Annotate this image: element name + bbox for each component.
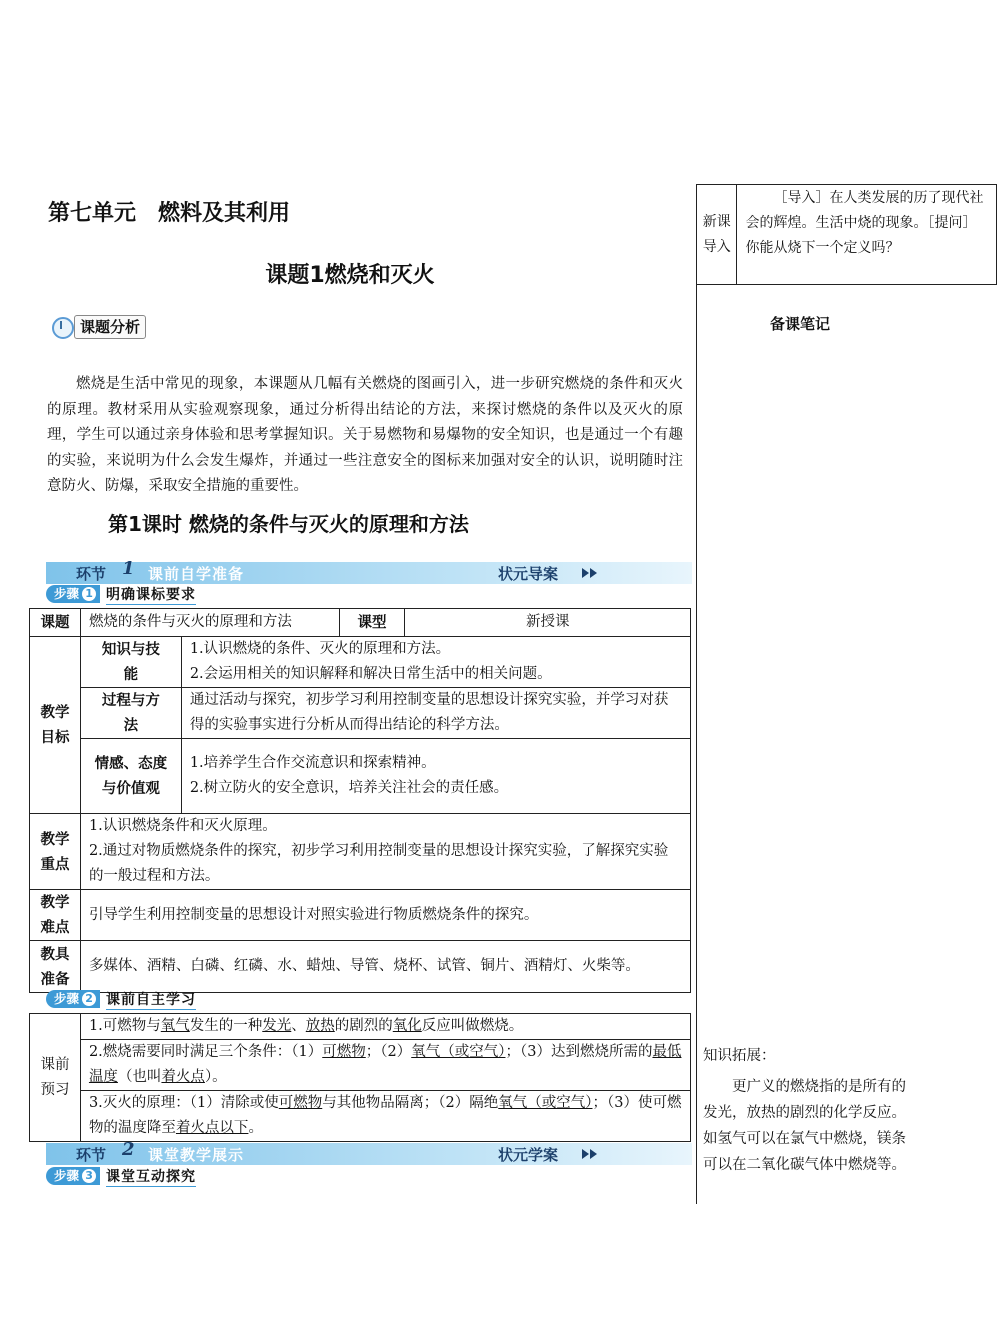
section-band-num: 2 [122,1139,135,1160]
section-band-jie: 环节 [76,1146,107,1164]
lesson-plan-table [29,608,691,993]
preview-row-3: 3.灭火的原理：（1）清除或使可燃物与其他物品隔离；（2）隔绝氧气（或空气）；（3）使可燃物的温度降至着火点以下。 [80,1091,690,1142]
goal-content: 1.培养学生合作交流意识和探索精神。 2.树立防火的安全意识，培养关注社会的责任感。 [181,739,690,814]
extension-body: 更广义的燃烧指的是所有的发光，放热的剧烈的化学反应。如氢气可以在氯气中燃烧，镁条可以在二氧化碳气体中燃烧等。 [703,1079,906,1173]
preview-label: 课前预习 [30,1014,81,1142]
period-title: 第1课时 燃烧的条件与灭火的原理和方法 [108,512,469,536]
step-number: 2 [82,992,96,1006]
goals-label: 教学目标 [30,637,81,814]
section-band-jie: 环节 [76,565,107,583]
goal-label: 情感、态度与价值观 [80,739,181,814]
step-number: 3 [82,1169,96,1183]
preview-table [29,1013,691,1142]
intro-paragraph: 燃烧是生活中常见的现象，本课题从几幅有关燃烧的图画引入，进一步研究燃烧的条件和灭火的原理。教材采用从实验观察现象，通过分析得出结论的方法，来探讨燃烧的条件以及灭火的原理，学生可以通过亲身体验和思考掌握知识。关于易燃物和易爆物的安全知识，也是通过一个有趣的实验，来说明为什么会发生爆炸，并通过一些注意安全的图标来加强对安全的认识，说明随时注意防火、防爆，采取安全措施的重要性。 [47,376,683,494]
step-1: 步骤 1 明确课标要求 [46,584,196,604]
topic-label: 课题 [30,609,81,637]
step-label: 明确课标要求 [106,584,196,605]
difficulty-content: 引导学生利用控制变量的思想设计对照实验进行物质燃烧条件的探究。 [80,890,690,941]
preview-row-2: 2.燃烧需要同时满足三个条件：（1）可燃物；（2）氧气（或空气）；（3）达到燃烧所需的最低温度（也叫着火点）。 [80,1040,690,1091]
side-intro-text: ［导入］在人类发展的历了现代社会的辉煌。生活中烧的现象。［提问］你能从烧下一个定义吗？ [737,185,997,285]
side-intro-box [697,184,984,284]
goal-content: 通过活动与探究，初步学习利用控制变量的思想设计探究实验，并学习对获得的实验事实进行分析从而得出结论的科学方法。 [181,688,690,739]
key-content: 1.认识燃烧条件和灭火原理。 2.通过对物质燃烧条件的探究，初步学习利用控制变量的思想设计探究实验，了解探究实验的一般过程和方法。 [80,814,690,890]
unit-title: 第七单元 燃料及其利用 [48,201,291,226]
step-label: 课堂互动探究 [106,1166,196,1187]
side-intro-label: 新课导入 [697,185,737,285]
analysis-badge [46,314,146,340]
key-label: 教学重点 [30,814,81,890]
topic-value: 燃烧的条件与灭火的原理和方法 [80,609,339,637]
section-band-right: 状元导案 [498,565,559,583]
type-label: 课型 [339,609,405,637]
step-2: 步骤 2 课前自主学习 [46,989,196,1009]
lesson-title: 课题1燃烧和灭火 [265,263,435,288]
arrow-icon [582,1149,589,1159]
goal-label: 知识与技能 [80,637,181,688]
section-band-name: 课堂教学展示 [148,1146,245,1164]
difficulty-label: 教学难点 [30,890,81,941]
extension-label: 知识拓展： [703,1048,776,1064]
step-number: 1 [82,587,96,601]
preview-row-1: 1.可燃物与氧气发生的一种发光、放热的剧烈的氧化反应叫做燃烧。 [80,1014,690,1040]
clock-icon [46,315,74,339]
section-band-name: 课前自学准备 [148,565,245,583]
goal-content: 1.认识燃烧的条件、灭火的原理和方法。 2.会运用相关的知识解释和解决日常生活中的相关问题。 [181,637,690,688]
tools-content: 多媒体、酒精、白磷、红磷、水、蜡烛、导管、烧杯、试管、铜片、酒精灯、火柴等。 [80,941,690,993]
tools-label: 教具准备 [30,941,81,993]
goal-label: 过程与方法 [80,688,181,739]
section-band-2 [46,1139,692,1165]
notes-title: 备课笔记 [770,315,831,333]
type-value: 新授课 [405,609,691,637]
section-band-right: 状元学案 [498,1146,559,1164]
arrow-icon [582,568,589,578]
section-band-num: 1 [122,558,135,579]
arrow-icon [590,1149,597,1159]
step-label: 课前自主学习 [106,989,196,1010]
analysis-badge-label: 课题分析 [74,315,146,339]
arrow-icon [590,568,597,578]
step-3: 步骤 3 课堂互动探究 [46,1166,196,1186]
column-divider [696,184,697,1204]
section-band-1 [46,558,692,584]
